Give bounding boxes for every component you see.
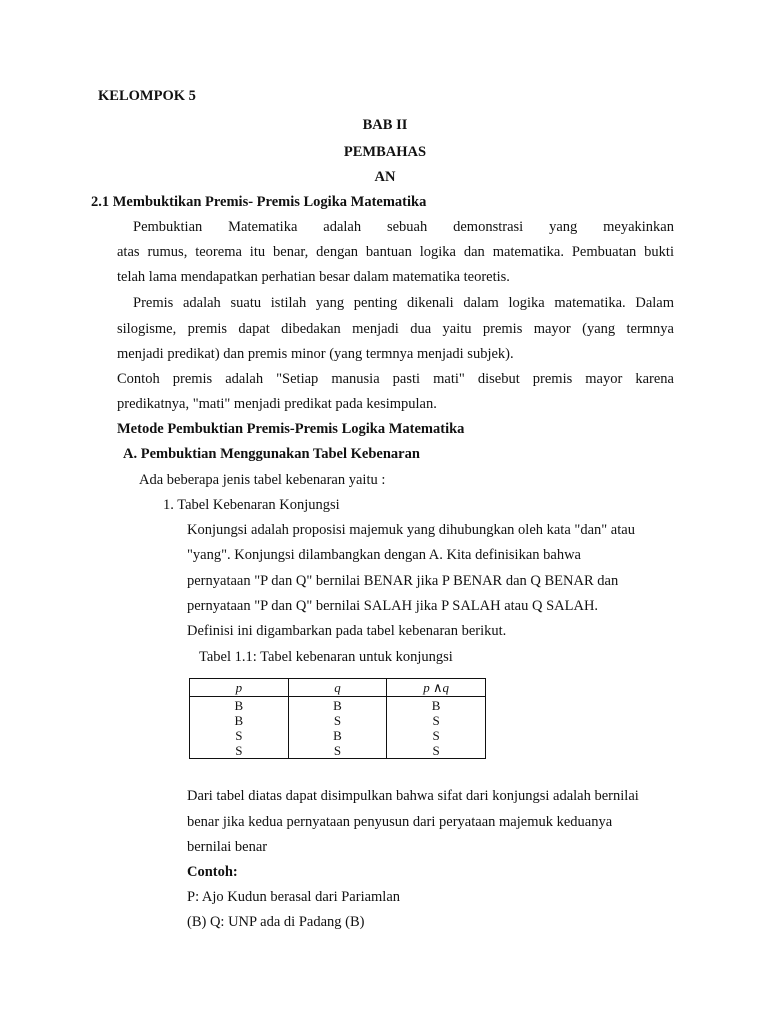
paragraph-line: Contoh premis adalah "Setiap manusia pasti mati" disebut premis mayor karena [117,371,674,387]
list-intro: Ada beberapa jenis tabel kebenaran yaitu : [139,472,386,488]
example-label: Contoh: [187,864,238,880]
column-header: p ∧q [387,679,486,697]
table-row [190,728,486,743]
table-cell: S [387,743,486,759]
column-header: p [190,679,289,697]
table-cell: B [190,697,289,714]
table-caption: Tabel 1.1: Tabel kebenaran untuk konjungsi [199,649,453,665]
chapter-subtitle-line1: PEMBAHAS [343,144,427,160]
table-cell: S [288,743,387,759]
paragraph-line: bernilai benar [187,839,268,855]
chapter-subtitle-line2: AN [374,169,396,185]
paragraph-line: silogisme, premis dapat dibedakan menjadi dua yaitu premis mayor (yang termnya [117,321,674,337]
table-cell: B [387,697,486,714]
paragraph-line: atas rumus, teorema itu benar, dengan bantuan logika dan matematika. Pembuatan bukti [117,244,674,260]
table-row [190,713,486,728]
subsection-heading: Metode Pembuktian Premis-Premis Logika Matematika [117,421,465,437]
example-line: P: Ajo Kudun berasal dari Pariamlan [187,889,401,905]
section-heading: 2.1 Membuktikan Premis- Premis Logika Matematika [91,194,427,210]
table-cell: S [190,728,289,743]
example-line: (B) Q: UNP ada di Padang (B) [187,914,365,930]
paragraph-line: Pembuktian Matematika adalah sebuah demonstrasi yang meyakinkan [133,219,674,235]
column-header: q [288,679,387,697]
paragraph-line: "yang". Konjungsi dilambangkan dengan A. Kita definisikan bahwa [187,547,581,563]
table-row [190,697,486,714]
chapter-title: BAB II [362,117,408,133]
subsection-a-heading: A. Pembuktian Menggunakan Tabel Kebenaran [123,446,420,462]
table-header-row [190,679,486,697]
group-label: KELOMPOK 5 [98,88,196,104]
table-cell: S [387,713,486,728]
table-row [190,743,486,759]
truth-table [189,678,486,759]
paragraph-line: predikatnya, "mati" menjadi predikat pada kesimpulan. [117,396,437,412]
paragraph-line: Konjungsi adalah proposisi majemuk yang dihubungkan oleh kata "dan" atau [187,522,635,538]
paragraph-line: menjadi predikat) dan premis minor (yang termnya menjadi subjek). [117,346,514,362]
paragraph-line: benar jika kedua pernyataan penyusun dari peryataan majemuk keduanya [187,814,613,830]
paragraph-line: pernyataan "P dan Q" bernilai SALAH jika P SALAH atau Q SALAH. [187,598,599,614]
table-cell: S [387,728,486,743]
table-cell: B [288,697,387,714]
table-cell: B [190,713,289,728]
table-cell: B [288,728,387,743]
paragraph-line: telah lama mendapatkan perhatian besar dalam matematika teoretis. [117,269,510,285]
list-item-1: 1. Tabel Kebenaran Konjungsi [163,497,340,513]
paragraph-line: Dari tabel diatas dapat disimpulkan bahwa sifat dari konjungsi adalah bernilai [187,788,639,804]
paragraph-line: Definisi ini digambarkan pada tabel kebenaran berikut. [187,623,507,639]
table-cell: S [288,713,387,728]
paragraph-line: Premis adalah suatu istilah yang penting dikenali dalam logika matematika. Dalam [133,295,674,311]
paragraph-line: pernyataan "P dan Q" bernilai BENAR jika P BENAR dan Q BENAR dan [187,573,619,589]
table-cell: S [190,743,289,759]
